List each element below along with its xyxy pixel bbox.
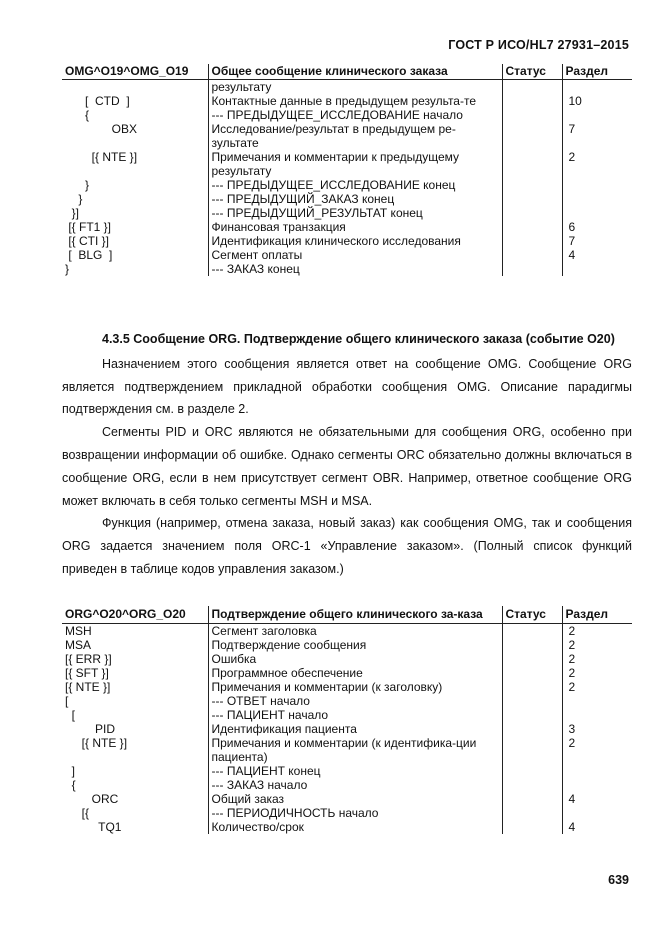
section-cell: 7 xyxy=(562,122,632,150)
description-cell: Финансовая транзакция xyxy=(208,220,502,234)
table-row xyxy=(62,806,632,820)
section-cell xyxy=(562,694,632,708)
table-row xyxy=(62,694,632,708)
section-cell: 2 xyxy=(562,680,632,694)
section-heading: 4.3.5 Сообщение ORG. Подтверждение общего клинического заказа (событие O20) xyxy=(102,332,615,346)
status-cell xyxy=(502,708,562,722)
description-cell: Программное обеспечение xyxy=(208,666,502,680)
table-body xyxy=(62,624,632,835)
table-row xyxy=(62,192,632,206)
table-row xyxy=(62,248,632,262)
status-cell xyxy=(502,108,562,122)
section-cell: 4 xyxy=(562,820,632,834)
table-row xyxy=(62,150,632,178)
description-cell: Исследование/результат в предыдущем ре-зультате xyxy=(208,122,502,150)
description-cell: Сегмент заголовка xyxy=(208,624,502,639)
description-cell: --- ПАЦИЕНТ конец xyxy=(208,764,502,778)
table-row xyxy=(62,234,632,248)
segment-cell: } xyxy=(65,262,70,276)
status-cell xyxy=(502,638,562,652)
table-row xyxy=(62,708,632,722)
table-row xyxy=(62,108,632,122)
status-cell xyxy=(502,234,562,248)
table-row xyxy=(62,220,632,234)
table-row xyxy=(62,680,632,694)
segment-cell: } xyxy=(65,178,90,192)
header-section: Раздел xyxy=(562,64,632,80)
section-cell xyxy=(562,806,632,820)
description-cell: --- ПРЕДЫДУЩИЙ_ЗАКАЗ конец xyxy=(208,192,502,206)
org-segment-table xyxy=(62,606,632,834)
description-cell: --- ПЕРИОДИЧНОСТЬ начало xyxy=(208,806,502,820)
header-status: Статус xyxy=(502,64,562,80)
description-cell: --- ОТВЕТ начало xyxy=(208,694,502,708)
description-cell: --- ЗАКАЗ начало xyxy=(208,778,502,792)
section-cell xyxy=(562,108,632,122)
description-cell: --- ПРЕДЫДУЩИЙ_РЕЗУЛЬТАТ конец xyxy=(208,206,502,220)
segment-cell: [{ NTE }] xyxy=(65,150,138,164)
section-cell: 2 xyxy=(562,624,632,639)
segment-cell: [ BLG ] xyxy=(65,248,113,262)
table-row xyxy=(62,778,632,792)
paragraph: Назначением этого сообщения является ответ на сообщение OMG. Сообщение ORG является подтверждением прикладной обработки сообщения OMG. Описание парадигмы подтверждения см. в разделе 2. xyxy=(62,356,632,417)
section-cell xyxy=(562,262,632,276)
section-cell xyxy=(562,80,632,95)
status-cell xyxy=(502,94,562,108)
description-cell: Идентификация клинического исследования xyxy=(208,234,502,248)
paragraph: Функция (например, отмена заказа, новый заказ) как сообщения OMG, так и сообщения ORG задается значением поля ORC-1 «Управление заказом». (Полный список функций приведен в таблице кодов управления заказом.) xyxy=(62,516,632,576)
description-cell: Примечания и комментарии (к заголовку) xyxy=(208,680,502,694)
table-row xyxy=(62,262,632,276)
status-cell xyxy=(502,694,562,708)
segment-cell: [{ ERR }] xyxy=(65,652,112,666)
section-cell: 10 xyxy=(562,94,632,108)
description-cell: Общий заказ xyxy=(208,792,502,806)
table-row xyxy=(62,820,632,834)
table-row xyxy=(62,624,632,639)
description-cell: Примечания и комментарии к предыдущему результату xyxy=(208,150,502,178)
section-cell: 4 xyxy=(562,792,632,806)
segment-cell: [{ SFT }] xyxy=(65,666,109,680)
status-cell xyxy=(502,652,562,666)
table-header-row xyxy=(62,64,632,80)
segment-cell: [ xyxy=(65,694,69,708)
segment-cell: MSH xyxy=(65,624,92,638)
header-description: Общее сообщение клинического заказа xyxy=(208,64,502,80)
section-cell: 4 xyxy=(562,248,632,262)
table-body xyxy=(62,80,632,277)
table-row xyxy=(62,764,632,778)
description-cell: Ошибка xyxy=(208,652,502,666)
paragraph: Сегменты PID и ORC являются не обязательными для сообщения ORG, особенно при возвращении информации об ошибке. Однако сегменты ORC обязательно должны включаться в сообщение ORG, если в нем присутствует сегмент OBR. Например, ответное сообщение ORG может включать в себя только сегменты MSH и MSA. xyxy=(62,425,632,508)
header-status: Статус xyxy=(502,606,562,624)
status-cell xyxy=(502,624,562,639)
table-header-row xyxy=(62,606,632,624)
table-row xyxy=(62,206,632,220)
section-cell: 2 xyxy=(562,638,632,652)
segment-cell: [{ FT1 }] xyxy=(65,220,112,234)
section-cell: 2 xyxy=(562,150,632,178)
header-section: Раздел xyxy=(562,606,632,624)
status-cell xyxy=(502,764,562,778)
segment-cell: }] xyxy=(65,206,80,220)
section-cell: 7 xyxy=(562,234,632,248)
table-row xyxy=(62,792,632,806)
status-cell xyxy=(502,778,562,792)
section-cell xyxy=(562,708,632,722)
table-row xyxy=(62,122,632,150)
header-message: OMG^O19^OMG_O19 xyxy=(62,64,208,80)
description-cell: Сегмент оплаты xyxy=(208,248,502,262)
status-cell xyxy=(502,666,562,680)
omg-segment-table xyxy=(62,64,632,276)
segment-cell: { xyxy=(65,108,90,122)
section-cell: 6 xyxy=(562,220,632,234)
section-cell xyxy=(562,764,632,778)
description-cell: Подтверждение сообщения xyxy=(208,638,502,652)
segment-cell: [{ NTE }] xyxy=(65,736,128,750)
description-cell: Примечания и комментарии (к идентифика-ции пациента) xyxy=(208,736,502,764)
status-cell xyxy=(502,262,562,276)
table-row xyxy=(62,94,632,108)
segment-cell: [ xyxy=(65,708,76,722)
description-cell: --- ПАЦИЕНТ начало xyxy=(208,708,502,722)
segment-cell: [{ NTE }] xyxy=(65,680,111,694)
table-row xyxy=(62,638,632,652)
segment-cell: [{ CTI }] xyxy=(65,234,110,248)
segment-cell: MSA xyxy=(65,638,92,652)
section-cell: 2 xyxy=(562,666,632,680)
section-cell xyxy=(562,778,632,792)
status-cell xyxy=(502,806,562,820)
status-cell xyxy=(502,820,562,834)
header-message: ORG^O20^ORG_O20 xyxy=(62,606,208,624)
segment-cell: ORC xyxy=(65,792,119,806)
table-row xyxy=(62,80,632,95)
description-cell: Количество/срок xyxy=(208,820,502,834)
status-cell xyxy=(502,792,562,806)
description-cell: результату xyxy=(208,80,502,95)
status-cell xyxy=(502,150,562,178)
description-cell: --- ПРЕДЫДУЩЕЕ_ИССЛЕДОВАНИЕ начало xyxy=(208,108,502,122)
section-cell xyxy=(562,192,632,206)
table-row xyxy=(62,722,632,736)
status-cell xyxy=(502,736,562,764)
section-cell: 2 xyxy=(562,736,632,764)
description-cell: Контактные данные в предыдущем результа-те xyxy=(208,94,502,108)
segment-cell xyxy=(62,80,208,95)
segment-cell: PID xyxy=(65,722,116,736)
status-cell xyxy=(502,680,562,694)
segment-cell: OBX xyxy=(65,122,138,136)
status-cell xyxy=(502,192,562,206)
section-body xyxy=(62,328,632,581)
status-cell xyxy=(502,80,562,95)
section-cell xyxy=(562,206,632,220)
description-cell: Идентификация пациента xyxy=(208,722,502,736)
description-cell: --- ЗАКАЗ конец xyxy=(208,262,502,276)
page-number: 639 xyxy=(608,873,629,887)
status-cell xyxy=(502,206,562,220)
segment-cell: [ CTD ] xyxy=(65,94,130,108)
table-row xyxy=(62,736,632,764)
segment-cell: { xyxy=(65,778,76,792)
status-cell xyxy=(502,178,562,192)
table-row xyxy=(62,666,632,680)
section-cell: 2 xyxy=(562,652,632,666)
table-row xyxy=(62,178,632,192)
document-code: ГОСТ Р ИСО/HL7 27931–2015 xyxy=(448,38,629,52)
status-cell xyxy=(502,248,562,262)
segment-cell: [{ xyxy=(65,806,90,820)
status-cell xyxy=(502,220,562,234)
section-cell: 3 xyxy=(562,722,632,736)
status-cell xyxy=(502,722,562,736)
segment-cell: ] xyxy=(65,764,76,778)
segment-cell: } xyxy=(65,192,83,206)
table-row xyxy=(62,652,632,666)
status-cell xyxy=(502,122,562,150)
description-cell: --- ПРЕДЫДУЩЕЕ_ИССЛЕДОВАНИЕ конец xyxy=(208,178,502,192)
segment-cell: TQ1 xyxy=(65,820,122,834)
section-cell xyxy=(562,178,632,192)
header-description: Подтверждение общего клинического за-каза xyxy=(208,606,502,624)
